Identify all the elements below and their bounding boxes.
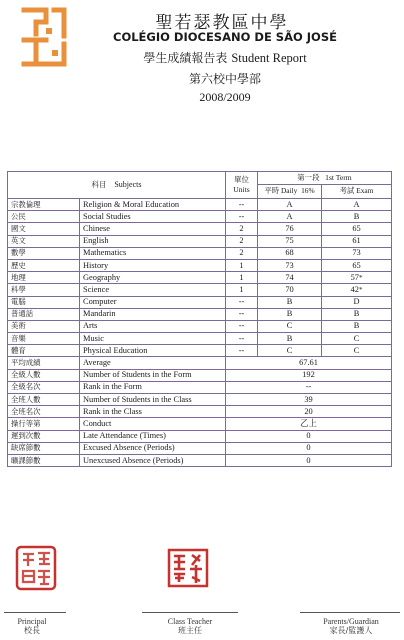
subject-name-en: Chinese bbox=[80, 223, 226, 235]
subject-name-cn: 體育 bbox=[8, 345, 80, 357]
exam-score-value: 73 bbox=[352, 248, 361, 258]
subject-name-en: History bbox=[80, 259, 226, 271]
subject-exam-score bbox=[322, 308, 392, 320]
summary-label-cn: 平均成績 bbox=[8, 357, 80, 369]
teacher-label-en: Class Teacher bbox=[167, 617, 213, 626]
principal-label bbox=[4, 617, 60, 635]
table-row bbox=[8, 235, 392, 247]
subject-name-cn: 科學 bbox=[8, 284, 80, 296]
exam-score-value: 42 bbox=[350, 284, 359, 294]
table-row bbox=[8, 345, 392, 357]
summary-value: 67.61 bbox=[226, 357, 392, 369]
subject-exam-score bbox=[322, 223, 392, 235]
subject-name-cn: 地理 bbox=[8, 272, 80, 284]
teacher-label-cn: 班主任 bbox=[178, 626, 202, 635]
subject-exam-score bbox=[322, 235, 392, 247]
subject-units: -- bbox=[226, 199, 258, 211]
subject-exam-score bbox=[322, 247, 392, 259]
subject-name-cn: 國文 bbox=[8, 223, 80, 235]
daily-header bbox=[258, 184, 322, 198]
table-row bbox=[8, 333, 392, 345]
summary-label-en: Average bbox=[80, 357, 226, 369]
summary-row bbox=[8, 454, 392, 466]
subject-daily-score: 75 bbox=[258, 235, 322, 247]
subject-name-en: Arts bbox=[80, 320, 226, 332]
summary-value: -- bbox=[226, 381, 392, 393]
exam-score-value: 65 bbox=[352, 223, 361, 233]
exam-score-value: D bbox=[353, 297, 360, 307]
table-row bbox=[8, 247, 392, 259]
subject-name-en: Physical Education bbox=[80, 345, 226, 357]
grades-table bbox=[7, 171, 392, 467]
summary-label-cn: 全級名次 bbox=[8, 381, 80, 393]
summary-label-cn: 缺席節數 bbox=[8, 442, 80, 454]
term-header-cn: 第一段 bbox=[297, 172, 320, 182]
subject-daily-score: 68 bbox=[258, 247, 322, 259]
table-row bbox=[8, 223, 392, 235]
summary-label-en: Rank in the Form bbox=[80, 381, 226, 393]
subject-exam-score bbox=[322, 333, 392, 345]
summary-label-cn: 遲到次數 bbox=[8, 430, 80, 442]
summary-value: 20 bbox=[226, 406, 392, 418]
exam-score-value: B bbox=[353, 309, 360, 319]
subject-daily-score: B bbox=[258, 296, 322, 308]
subjects-header-cn: 科目 bbox=[91, 180, 107, 189]
subject-daily-score: C bbox=[258, 345, 322, 357]
subject-units: 1 bbox=[226, 284, 258, 296]
school-year: 2008/2009 bbox=[199, 90, 251, 104]
summary-value: 39 bbox=[226, 394, 392, 406]
subject-units: 2 bbox=[226, 247, 258, 259]
subject-exam-score bbox=[322, 259, 392, 271]
subject-name-en: Mandarin bbox=[80, 308, 226, 320]
table-row bbox=[8, 199, 392, 211]
subject-name-en: Social Studies bbox=[80, 211, 226, 223]
subjects-header-en: Subjects bbox=[114, 180, 142, 189]
summary-label-en: Rank in the Class bbox=[80, 406, 226, 418]
teacher-label bbox=[146, 617, 234, 635]
summary-label-en: Excused Absence (Periods) bbox=[80, 442, 226, 454]
summary-label-en: Late Attendance (Times) bbox=[80, 430, 226, 442]
subject-name-cn: 美術 bbox=[8, 320, 80, 332]
subject-name-cn: 音樂 bbox=[8, 333, 80, 345]
subject-name-cn: 普通話 bbox=[8, 308, 80, 320]
daily-header-label: 平時 Daily bbox=[264, 186, 298, 196]
subject-name-en: Geography bbox=[80, 272, 226, 284]
report-title-cn: 學生成績報告表 bbox=[143, 51, 228, 65]
subject-units: -- bbox=[226, 211, 258, 223]
subject-exam-score bbox=[322, 199, 392, 211]
subject-units: 2 bbox=[226, 235, 258, 247]
principal-seal-icon bbox=[14, 544, 58, 592]
parent-label bbox=[306, 617, 396, 635]
table-row bbox=[8, 211, 392, 223]
subject-daily-score: 70 bbox=[258, 284, 322, 296]
subject-name-en: Religion & Moral Education bbox=[80, 199, 226, 211]
subject-units: -- bbox=[226, 320, 258, 332]
subject-units: 2 bbox=[226, 223, 258, 235]
principal-label-en: Principal bbox=[17, 617, 47, 626]
summary-value: 192 bbox=[226, 369, 392, 381]
subject-name-cn: 電腦 bbox=[8, 296, 80, 308]
school-name-chinese: 聖若瑟教區中學 bbox=[155, 13, 289, 33]
summary-label-en: Number of Students in the Class bbox=[80, 394, 226, 406]
exam-score-value: C bbox=[353, 333, 360, 343]
subject-name-cn: 英文 bbox=[8, 235, 80, 247]
subject-name-en: Mathematics bbox=[80, 247, 226, 259]
subject-daily-score: A bbox=[258, 199, 322, 211]
subject-units: -- bbox=[226, 296, 258, 308]
subject-units: 1 bbox=[226, 272, 258, 284]
teacher-signature-line bbox=[142, 612, 238, 613]
fail-flag: * bbox=[358, 273, 363, 282]
summary-label-en: Conduct bbox=[80, 418, 226, 430]
subject-name-cn: 數學 bbox=[8, 247, 80, 259]
summary-value: 0 bbox=[226, 454, 392, 466]
exam-header: 考試 Exam bbox=[322, 184, 392, 198]
summary-label-cn: 全級人數 bbox=[8, 369, 80, 381]
school-section: 第六校中學部 bbox=[188, 72, 261, 86]
summary-value: 0 bbox=[226, 442, 392, 454]
subject-units: 1 bbox=[226, 259, 258, 271]
table-row bbox=[8, 284, 392, 296]
summary-row bbox=[8, 381, 392, 393]
table-header-row bbox=[8, 172, 392, 185]
summary-value: 乙上 bbox=[226, 418, 392, 430]
summary-row bbox=[8, 406, 392, 418]
summary-value: 0 bbox=[226, 430, 392, 442]
exam-score-value: A bbox=[353, 199, 360, 209]
summary-row bbox=[8, 430, 392, 442]
principal-signature-line bbox=[4, 612, 66, 613]
term-header-en: 1st Term bbox=[325, 172, 352, 182]
subject-name-en: Music bbox=[80, 333, 226, 345]
units-header bbox=[226, 172, 258, 199]
daily-header-pct: 16% bbox=[301, 186, 315, 196]
subject-name-en: English bbox=[80, 235, 226, 247]
subject-daily-score: C bbox=[258, 320, 322, 332]
table-row bbox=[8, 308, 392, 320]
subject-daily-score: 73 bbox=[258, 259, 322, 271]
units-header-en: Units bbox=[233, 185, 250, 194]
subject-exam-score bbox=[322, 296, 392, 308]
subject-daily-score: A bbox=[258, 211, 322, 223]
subject-daily-score: 74 bbox=[258, 272, 322, 284]
summary-row bbox=[8, 442, 392, 454]
subject-daily-score: B bbox=[258, 308, 322, 320]
subject-daily-score: B bbox=[258, 333, 322, 345]
subject-units: -- bbox=[226, 333, 258, 345]
exam-score-value: 65 bbox=[352, 260, 361, 270]
table-row bbox=[8, 272, 392, 284]
teacher-seal-icon bbox=[166, 547, 210, 589]
summary-row bbox=[8, 394, 392, 406]
subjects-header bbox=[8, 172, 226, 199]
subject-name-cn: 公民 bbox=[8, 211, 80, 223]
subject-name-cn: 歷史 bbox=[8, 259, 80, 271]
subject-name-en: Science bbox=[80, 284, 226, 296]
report-title-en: Student Report bbox=[231, 51, 307, 65]
subject-exam-score bbox=[322, 272, 392, 284]
subject-units: -- bbox=[226, 345, 258, 357]
table-row bbox=[8, 320, 392, 332]
summary-label-cn: 全班名次 bbox=[8, 406, 80, 418]
term-header bbox=[258, 172, 392, 185]
summary-label-cn: 曠課節數 bbox=[8, 454, 80, 466]
exam-score-value: 57 bbox=[350, 272, 359, 282]
subject-name-cn: 宗教倫理 bbox=[8, 199, 80, 211]
summary-label-cn: 操行等第 bbox=[8, 418, 80, 430]
summary-label-en: Unexcused Absence (Periods) bbox=[80, 454, 226, 466]
exam-score-value: 61 bbox=[352, 236, 361, 246]
exam-score-value: B bbox=[353, 211, 360, 221]
subject-name-en: Computer bbox=[80, 296, 226, 308]
subject-exam-score bbox=[322, 284, 392, 296]
units-header-cn: 單位 bbox=[234, 175, 249, 184]
exam-score-value: B bbox=[353, 321, 360, 331]
school-name-portuguese: COLÉGIO DIOCESANO DE SÃO JOSÉ bbox=[113, 30, 337, 44]
subject-exam-score bbox=[322, 345, 392, 357]
summary-row bbox=[8, 357, 392, 369]
subject-units: -- bbox=[226, 308, 258, 320]
summary-label-en: Number of Students in the Form bbox=[80, 369, 226, 381]
subject-exam-score bbox=[322, 320, 392, 332]
table-row bbox=[8, 259, 392, 271]
exam-score-value: C bbox=[353, 345, 360, 355]
report-title bbox=[0, 49, 404, 66]
parent-label-cn: 家長/監護人 bbox=[329, 626, 373, 635]
summary-label-cn: 全班人數 bbox=[8, 394, 80, 406]
subject-daily-score: 76 bbox=[258, 223, 322, 235]
parent-label-en: Parents/Guardian bbox=[323, 617, 379, 626]
subject-exam-score bbox=[322, 211, 392, 223]
fail-flag: * bbox=[358, 285, 363, 294]
table-row bbox=[8, 296, 392, 308]
parent-signature-line bbox=[300, 612, 400, 613]
summary-row bbox=[8, 369, 392, 381]
summary-row bbox=[8, 418, 392, 430]
principal-label-cn: 校長 bbox=[24, 626, 40, 635]
